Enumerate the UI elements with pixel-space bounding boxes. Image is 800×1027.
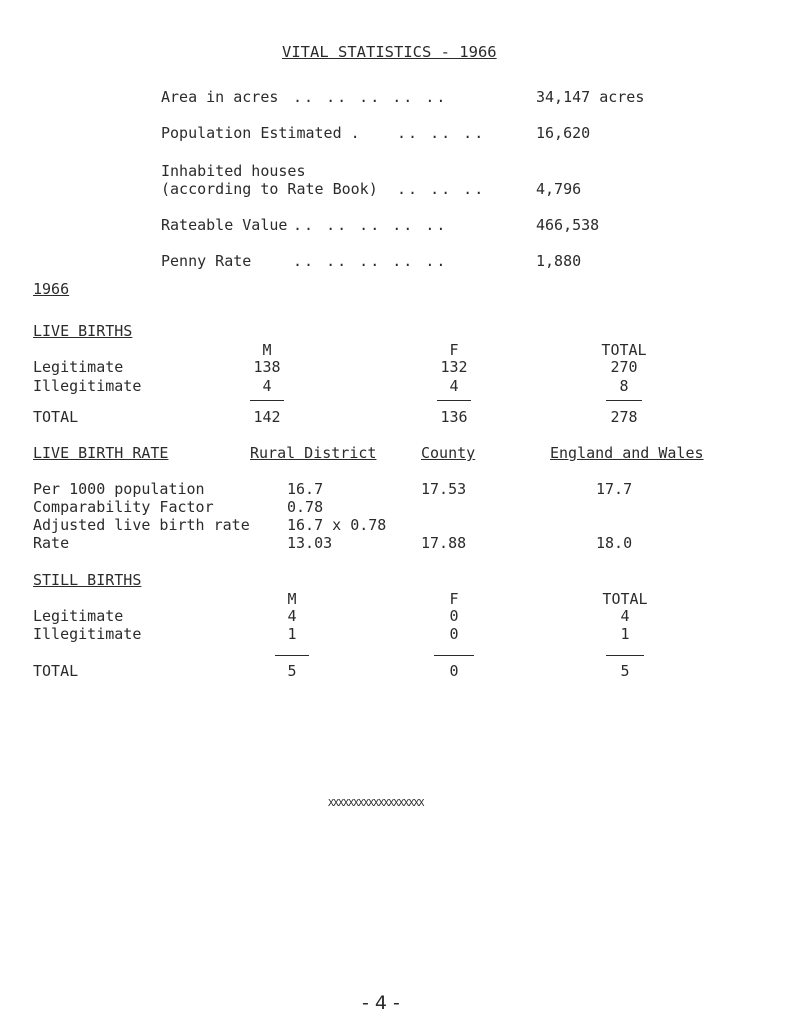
still-births-total-cell: 5 xyxy=(620,662,630,680)
still-births-total-label: TOTAL xyxy=(33,662,79,680)
live-births-cell: 8 xyxy=(619,377,629,395)
still-births-col-m: M xyxy=(287,590,297,608)
birth-rate-col-rural: Rural District xyxy=(250,444,377,462)
summary-dots-penny: .. .. .. .. .. xyxy=(293,252,448,270)
summary-value-houses: 4,796 xyxy=(536,180,582,198)
still-births-cell: 0 xyxy=(449,625,459,643)
total-rule xyxy=(437,400,471,401)
birth-rate-cell: 18.0 xyxy=(596,534,633,552)
live-births-col-f: F xyxy=(449,341,459,359)
still-births-total-cell: 0 xyxy=(449,662,459,680)
live-births-cell: 4 xyxy=(449,377,459,395)
year-heading: 1966 xyxy=(33,280,70,298)
live-births-total-cell: 142 xyxy=(253,408,281,426)
summary-value-area: 34,147 acres xyxy=(536,88,645,106)
still-births-cell: 0 xyxy=(449,607,459,625)
still-births-col-total: TOTAL xyxy=(602,590,648,608)
still-births-total-cell: 5 xyxy=(287,662,297,680)
summary-label-houses: Inhabited houses xyxy=(161,162,306,180)
summary-dots-houses: .. .. .. xyxy=(397,180,486,198)
birth-rate-row-label: Adjusted live birth rate xyxy=(33,516,250,534)
birth-rate-row-label: Per 1000 population xyxy=(33,480,205,498)
summary-dots-rateable: .. .. .. .. .. xyxy=(293,216,448,234)
total-rule xyxy=(606,400,642,401)
live-births-row-label: Legitimate xyxy=(33,358,124,376)
live-births-total-label: TOTAL xyxy=(33,408,79,426)
birth-rate-row-label: Comparability Factor xyxy=(33,498,214,516)
birth-rate-heading: LIVE BIRTH RATE xyxy=(33,444,169,462)
still-births-heading: STILL BIRTHS xyxy=(33,571,142,589)
total-rule xyxy=(250,400,284,401)
birth-rate-col-county: County xyxy=(421,444,476,462)
summary-dots-population: .. .. .. xyxy=(397,124,486,142)
separator-line: XXXXXXXXXXXXXXXXXXX xyxy=(328,798,424,809)
page-title: VITAL STATISTICS - 1966 xyxy=(282,43,497,61)
birth-rate-cell: 17.53 xyxy=(421,480,467,498)
birth-rate-cell: 17.7 xyxy=(596,480,633,498)
live-births-col-m: M xyxy=(262,341,272,359)
summary-label-houses-note: (according to Rate Book) xyxy=(161,180,378,198)
live-births-cell: 138 xyxy=(253,358,281,376)
live-births-total-cell: 278 xyxy=(610,408,638,426)
live-births-row-label: Illegitimate xyxy=(33,377,142,395)
live-births-heading: LIVE BIRTHS xyxy=(33,322,133,340)
summary-label-population: Population Estimated . xyxy=(161,124,360,142)
summary-value-population: 16,620 xyxy=(536,124,591,142)
birth-rate-col-ew: England and Wales xyxy=(550,444,704,462)
still-births-row-label: Legitimate xyxy=(33,607,124,625)
summary-label-penny: Penny Rate xyxy=(161,252,252,270)
still-births-row-label: Illegitimate xyxy=(33,625,142,643)
summary-label-rateable: Rateable Value xyxy=(161,216,288,234)
birth-rate-cell: 0.78 xyxy=(287,498,324,516)
total-rule xyxy=(434,655,474,656)
summary-value-penny: 1,880 xyxy=(536,252,582,270)
total-rule xyxy=(606,655,644,656)
total-rule xyxy=(275,655,309,656)
still-births-col-f: F xyxy=(449,590,459,608)
birth-rate-cell: 17.88 xyxy=(421,534,467,552)
live-births-total-cell: 136 xyxy=(440,408,468,426)
live-births-cell: 4 xyxy=(262,377,272,395)
birth-rate-cell: 16.7 xyxy=(287,480,324,498)
summary-value-rateable: 466,538 xyxy=(536,216,600,234)
live-births-col-total: TOTAL xyxy=(601,341,647,359)
still-births-cell: 4 xyxy=(287,607,297,625)
still-births-cell: 4 xyxy=(620,607,630,625)
still-births-cell: 1 xyxy=(287,625,297,643)
still-births-cell: 1 xyxy=(620,625,630,643)
summary-dots-area: .. .. .. .. .. xyxy=(293,88,448,106)
page-number: - 4 - xyxy=(362,992,400,1014)
live-births-cell: 132 xyxy=(440,358,468,376)
summary-label-area: Area in acres xyxy=(161,88,279,106)
birth-rate-cell: 13.03 xyxy=(287,534,333,552)
live-births-cell: 270 xyxy=(610,358,638,376)
birth-rate-row-label: Rate xyxy=(33,534,70,552)
birth-rate-cell: 16.7 x 0.78 xyxy=(287,516,387,534)
